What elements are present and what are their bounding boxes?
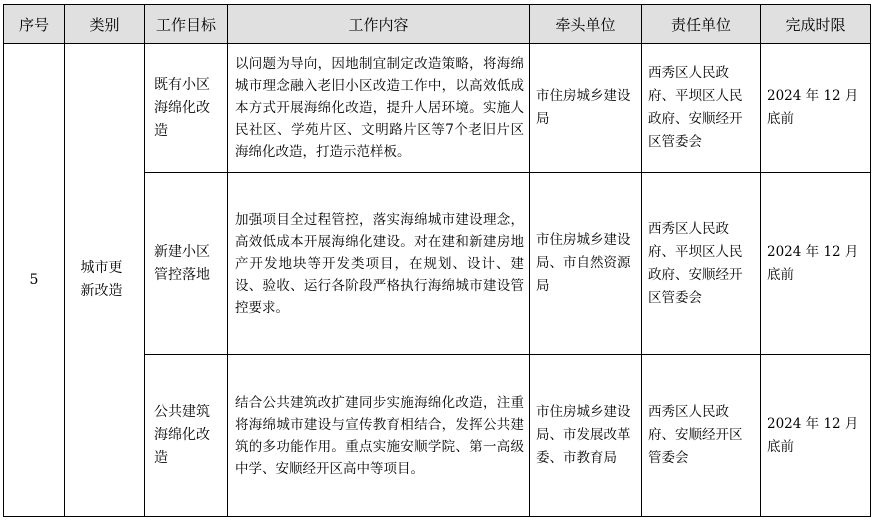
goal-text: 既有小区海绵化改造 [154,76,210,139]
goal-cell [145,44,228,173]
header-deadline: 完成时限 [761,5,871,44]
content-cell: 加强项目全过程管控，落实海绵城市建设理念，高效低成本开展海绵化建设。对在建和新建房地产开发地块等开发类项目，在规划、设计、建设、验收、运行各阶段严格执行海绵城市建设管控要求。 [228,173,530,355]
goal-text: 新建小区管控落地 [154,243,210,283]
header-serial: 序号 [4,5,65,44]
work-plan-table [3,4,871,517]
goal-cell [145,173,228,355]
header-row [4,5,871,44]
content-cell: 结合公共建筑改扩建同步实施海绵化改造，注重将海绵城市建设与宣传教育相结合，发挥公共建筑的多功能作用。重点实施安顺学院、第一高级中学、安顺经开区高中等项目。 [228,355,530,517]
header-goal: 工作目标 [145,5,228,44]
responsible-unit-cell: 西秀区人民政府、平坝区人民政府、安顺经开区管委会 [642,173,761,355]
serial-cell: 5 [4,44,65,517]
lead-unit-cell: 市住房城乡建设局、市发展改革委、市教育局 [530,355,642,517]
responsible-unit-cell: 西秀区人民政府、平坝区人民政府、安顺经开区管委会 [642,44,761,173]
responsible-unit-cell: 西秀区人民政府、安顺经开区管委会 [642,355,761,517]
header-responsible-unit: 责任单位 [642,5,761,44]
header-content: 工作内容 [228,5,530,44]
header-lead-unit: 牵头单位 [530,5,642,44]
category-text: 城市更新改造 [80,260,123,299]
deadline-cell: 2024 年 12 月底前 [761,173,871,355]
content-cell: 以问题为导向，因地制宜制定改造策略，将海绵城市理念融入老旧小区改造工作中，以高效低成本方式开展海绵化改造，提升人居环境。实施人民社区、学苑片区、文明路片区等7个老旧片区海绵化改造，打造示范样板。 [228,44,530,173]
category-cell [65,44,145,517]
goal-text: 公共建筑海绵化改造 [154,404,210,466]
deadline-cell: 2024 年 12 月底前 [761,44,871,173]
header-category: 类别 [65,5,145,44]
goal-cell [145,355,228,517]
lead-unit-cell: 市住房城乡建设局 [530,44,642,173]
table-row [4,44,871,173]
lead-unit-cell: 市住房城乡建设局、市自然资源局 [530,173,642,355]
deadline-cell: 2024 年 12 月底前 [761,355,871,517]
